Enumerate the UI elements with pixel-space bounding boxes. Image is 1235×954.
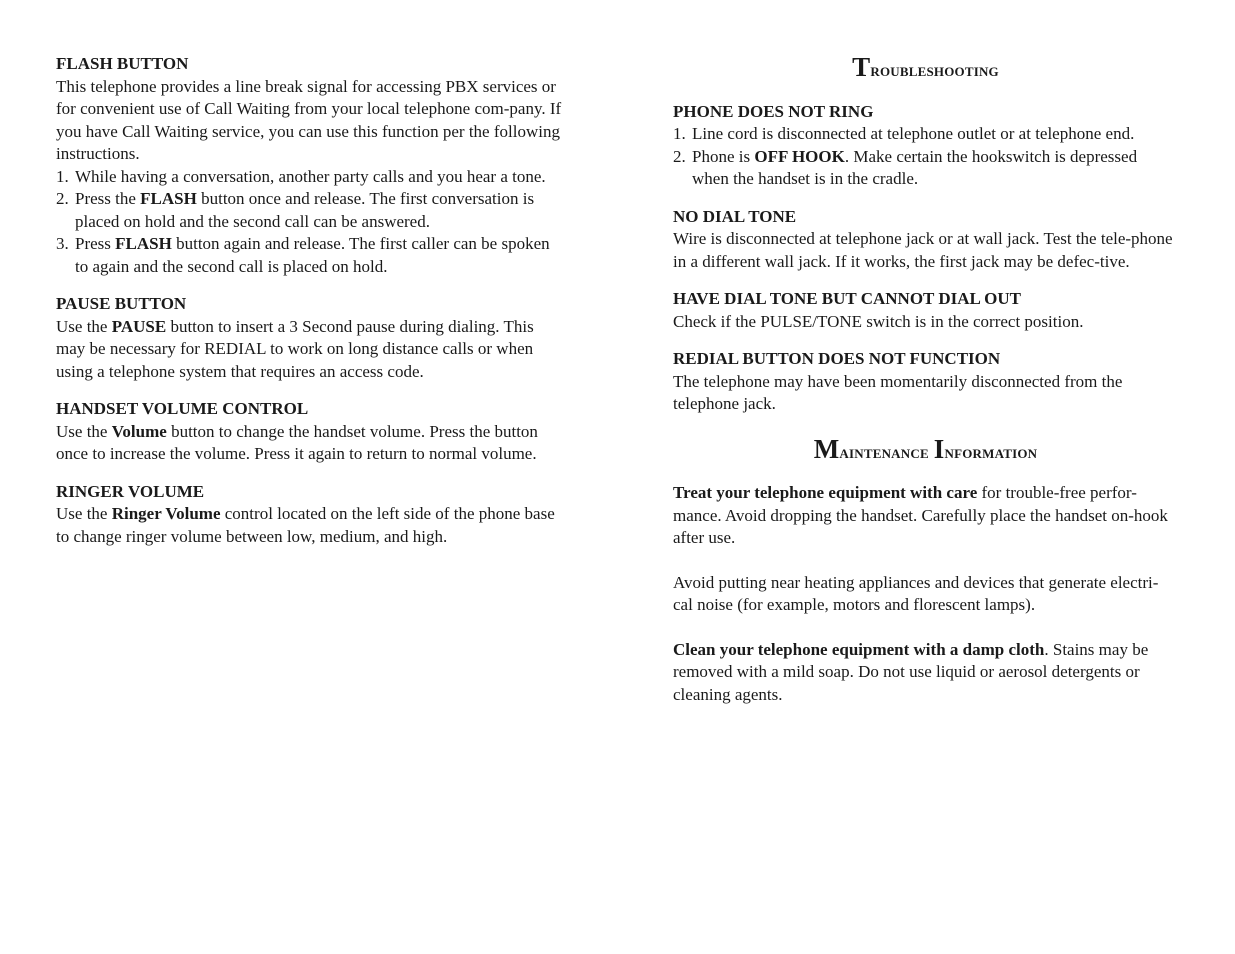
flash-step: 2. Press the FLASH button once and release. The first conversation is placed on hold and the second call can be answered. (56, 189, 535, 231)
no-dial-tone-heading: NO DIAL TONE (673, 206, 797, 226)
maintenance-care-paragraph: Treat your telephone equipment with care for trouble-free perfor-mance. Avoid dropping the handset. Carefully place the handset on-hook after use. (673, 483, 1168, 547)
flash-step: 3. Press FLASH button again and release. The first caller can be spoken to again and the second call is placed on hold. (56, 234, 550, 276)
redial-body: The telephone may have been momentarily disconnected from the telephone jack. (673, 371, 1123, 413)
ringer-volume-heading: RINGER VOLUME (56, 481, 205, 501)
flash-step: 1. While having a conversation, another party calls and you hear a tone. (56, 166, 546, 186)
maintenance-avoid-paragraph: Avoid putting near heating appliances and devices that generate electri-cal noise (for example, motors and florescent lamps). (673, 572, 1159, 614)
no-ring-steps-list (673, 123, 1178, 191)
maintenance-title: Maintenance Information (813, 433, 1038, 464)
no-dial-tone-body: Wire is disconnected at telephone jack or at wall jack. Test the tele-phone in a different wall jack. If it works, the first jack may be defec-tive. (673, 229, 1173, 271)
pause-button-heading: PAUSE BUTTON (56, 294, 187, 313)
no-ring-heading: PHONE DOES NOT RING (673, 101, 874, 121)
no-ring-step: 2. Phone is OFF HOOK. Make certain the hookswitch is depressed when the handset is in the cradle. (673, 146, 1138, 188)
flash-steps-list (56, 166, 566, 279)
no-ring-step: 1. Line cord is disconnected at telephone outlet or at telephone end. (673, 124, 1135, 143)
troubleshooting-title: Troubleshooting (852, 52, 999, 82)
right-column (673, 52, 1178, 706)
flash-button-intro: This telephone provides a line break signal for accessing PBX services or for convenient use of Call Waiting from your local telephone com-pany. If you have Call Waiting service, you can use this function per the following instructions. (56, 76, 562, 163)
cannot-dial-out-heading: HAVE DIAL TONE BUT CANNOT DIAL OUT (673, 289, 1021, 308)
redial-heading: REDIAL BUTTON DOES NOT FUNCTION (673, 349, 1001, 368)
cannot-dial-out-body: Check if the PULSE/TONE switch is in the correct position. (673, 311, 1084, 331)
handset-volume-body: Use the Volume button to change the handset volume. Press the button once to increase the volume. Press it again to return to normal volume. (56, 421, 538, 463)
left-column (56, 53, 566, 548)
maintenance-clean-paragraph: Clean your telephone equipment with a damp cloth. Stains may be removed with a mild soap. Do not use liquid or aerosol detergents or cleaning agents. (673, 639, 1149, 704)
flash-button-heading: FLASH BUTTON (56, 54, 189, 73)
pause-button-body: Use the PAUSE button to insert a 3 Second pause during dialing. This may be necessary for REDIAL to work on long distance calls or when using a telephone system that requires an access code. (56, 316, 534, 381)
handset-volume-heading: HANDSET VOLUME CONTROL (56, 399, 309, 418)
ringer-volume-body: Use the Ringer Volume control located on the left side of the phone base to change ringer volume between low, medium, and high. (56, 504, 555, 546)
